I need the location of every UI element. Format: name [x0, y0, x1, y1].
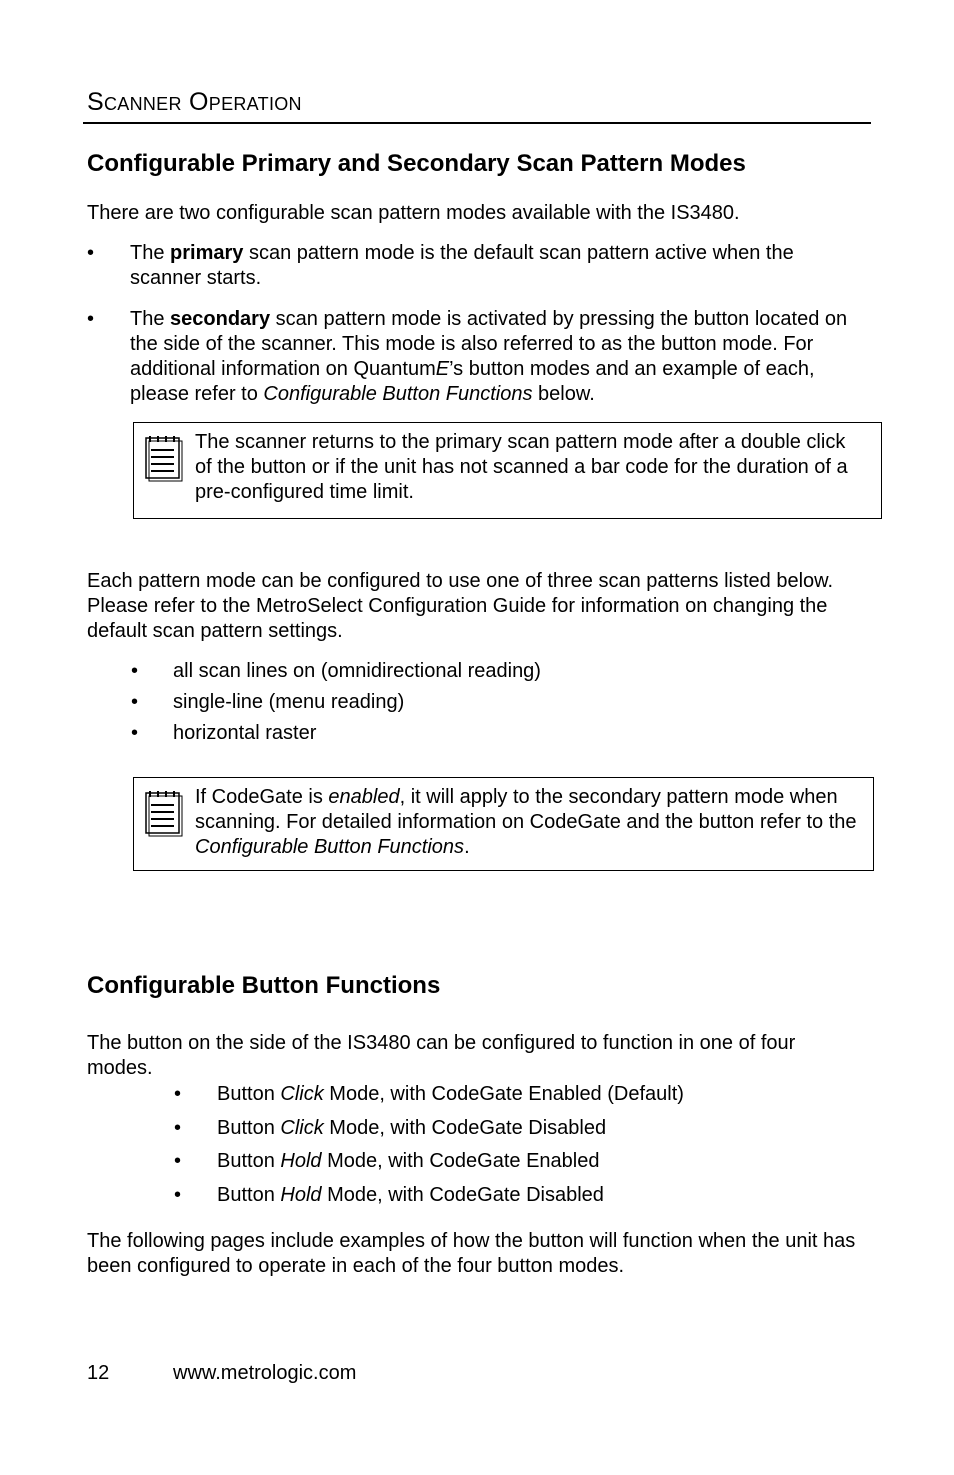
list-item: all scan lines on (omnidirectional reading): [173, 660, 541, 682]
intro-paragraph: There are two configurable scan pattern modes available with the IS3480.: [87, 202, 740, 224]
list-item: Button Hold Mode, with CodeGate Disabled: [217, 1184, 604, 1206]
secondary-mode-bullet: The secondary scan pattern mode is activated by pressing the button located on the side of the scanner. This mode is also referred to as the button mode. For additional information on QuantumE’s button modes and an example of each, please refer to Configurable Button Functions below.: [130, 308, 848, 405]
bullet-dot: •: [131, 722, 139, 744]
notepad-icon: [143, 788, 183, 838]
bullet-dot: •: [174, 1117, 182, 1139]
list-item: single-line (menu reading): [173, 691, 405, 713]
primary-mode-bullet: The primary scan pattern mode is the default scan pattern active when the scanner starts.: [130, 242, 794, 289]
header-rule: [83, 122, 871, 124]
bullet-dot: •: [87, 242, 95, 264]
bullet-dot: •: [131, 660, 139, 682]
bullet-dot: •: [87, 308, 95, 330]
note-text: The scanner returns to the primary scan pattern mode after a double click of the button or if the unit has not scanned a bar code for the duration of a pre-configured time limit.: [195, 431, 848, 503]
section-title-button-functions: Configurable Button Functions: [87, 972, 441, 999]
bullet-dot: •: [174, 1184, 182, 1206]
page-number: 12: [87, 1362, 110, 1384]
pattern-paragraph: Each pattern mode can be configured to use one of three scan patterns listed below. Please refer to the MetroSelect Configuration Guide for information on changing the default scan pattern settings.: [87, 570, 834, 642]
list-item: horizontal raster: [173, 722, 317, 744]
closing-paragraph: The following pages include examples of how the button will function when the unit has been configured to operate in each of the four button modes.: [87, 1230, 856, 1277]
note-box-primary-return: [133, 422, 882, 519]
bullet-dot: •: [174, 1083, 182, 1105]
list-item: Button Click Mode, with CodeGate Disabled: [217, 1117, 607, 1139]
notepad-icon: [143, 433, 183, 483]
list-item: Button Click Mode, with CodeGate Enabled (Default): [217, 1083, 684, 1105]
bullet-dot: •: [131, 691, 139, 713]
footer-url[interactable]: www.metrologic.com: [173, 1362, 357, 1384]
list-item: Button Hold Mode, with CodeGate Enabled: [217, 1150, 600, 1172]
note-box-codegate: [133, 777, 874, 871]
section-title-scan-modes: Configurable Primary and Secondary Scan Pattern Modes: [87, 150, 746, 177]
note-text: If CodeGate is enabled, it will apply to the secondary pattern mode when scanning. For detailed information on CodeGate and the button refer to the Configurable Button Functions.: [195, 786, 857, 858]
section-header: Scanner Operation: [87, 88, 302, 116]
button-intro-paragraph: The button on the side of the IS3480 can be configured to function in one of four modes.: [87, 1032, 796, 1079]
bullet-dot: •: [174, 1150, 182, 1172]
